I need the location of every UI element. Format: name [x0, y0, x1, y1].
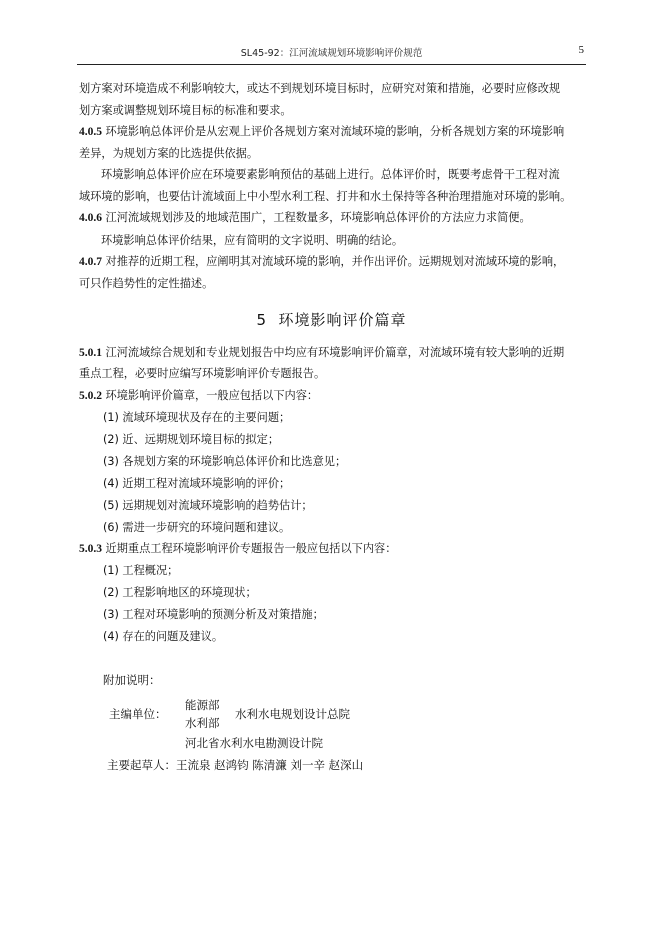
- list-item: (4) 近期工程对流域环境影响的评价；: [103, 477, 291, 490]
- paragraph-line: 环境影响总体评价应在环境要素影响预估的基础上进行。总体评价时，既要考虑骨干工程对流: [101, 168, 560, 181]
- list-item: (4) 存在的问题及建议。: [103, 630, 224, 643]
- clause-number: 4.0.7: [79, 256, 102, 268]
- page-header: [77, 42, 586, 65]
- paragraph-line: 可只作趋势性的定性描述。: [79, 277, 214, 290]
- list-item: (1) 工程概况；: [103, 564, 179, 577]
- list-item: (2) 工程影响地区的环境现状；: [103, 586, 257, 599]
- clause-text: 江河流域综合规划和专业规划报告中均应有环境影响评价篇章，对流域环境有较大影响的近期: [102, 346, 565, 359]
- clause-5-0-2: [79, 389, 587, 403]
- paragraph-line: 重点工程，必要时应编写环境影响评价专题报告。: [79, 367, 326, 380]
- paragraph-line: 划方案或调整规划环境目标的标准和要求。: [79, 104, 292, 117]
- editor-label: 主编单位：: [109, 707, 167, 721]
- clause-text: 对推荐的近期工程，应阐明其对流域环境的影响，并作出评价。远期规划对流域环境的影响，: [102, 255, 565, 268]
- list-item: (3) 各规划方案的环境影响总体评价和比选意见；: [103, 455, 347, 468]
- clause-text: 江河流域规划涉及的地域范围广，工程数量多，环境影响总体评价的方法应力求简便。: [102, 211, 531, 224]
- clause-4-0-7: [79, 255, 587, 269]
- notes-heading: 附加说明：: [103, 673, 161, 687]
- clause-number: 5.0.3: [79, 543, 102, 555]
- clause-number: 5.0.2: [79, 390, 102, 402]
- clause-number: 5.0.1: [79, 347, 102, 359]
- list-item: (6) 需进一步研究的环境问题和建议。: [103, 521, 291, 534]
- editor-org: 能源部: [185, 698, 220, 712]
- section-title: 环境影响评价篇章: [278, 311, 407, 329]
- list-item: (2) 近、远期规划环境目标的拟定；: [103, 433, 280, 446]
- header-title: SL45-92：江河流域规划环境影响评价规范: [240, 48, 423, 59]
- paragraph-line: 差异，为规划方案的比选提供依据。: [79, 147, 259, 160]
- list-item: (3) 工程对环境影响的预测分析及对策措施；: [103, 608, 324, 621]
- section-heading: [0, 309, 663, 330]
- paragraph-line: 域环境的影响，也要估计流域面上中小型水利工程、打井和水土保持等各种治理措施对环境的影响。: [79, 190, 572, 203]
- editor-org: 河北省水利水电勘测设计院: [185, 736, 323, 750]
- clause-5-0-3: [79, 542, 587, 556]
- clause-4-0-5: [79, 125, 587, 139]
- clause-4-0-6: [79, 211, 587, 225]
- paragraph-line: 环境影响总体评价结果，应有简明的文字说明、明确的结论。: [101, 234, 404, 247]
- drafters: 主要起草人：王流泉 赵鸿钧 陈清濂 刘一辛 赵深山: [107, 758, 364, 772]
- clause-5-0-1: [79, 346, 587, 360]
- clause-text: 近期重点工程环境影响评价专题报告一般应包括以下内容：: [102, 542, 397, 555]
- clause-text: 环境影响总体评价是从宏观上评价各规划方案对流域环境的影响，分析各规划方案的环境影响: [102, 125, 565, 138]
- clause-number: 4.0.5: [79, 126, 102, 138]
- clause-number: 4.0.6: [79, 212, 102, 224]
- list-item: (1) 流域环境现状及存在的主要问题；: [103, 411, 291, 424]
- editor-org: 水利部: [185, 716, 220, 730]
- clause-text: 环境影响评价篇章，一般应包括以下内容：: [102, 389, 319, 402]
- page-number: 5: [578, 44, 584, 56]
- editor-org-main: 水利水电规划设计总院: [235, 707, 350, 721]
- section-number: 5: [256, 311, 267, 329]
- paragraph-line: 划方案对环境造成不利影响较大，或达不到规划环境目标时，应研究对策和措施，必要时应修改规: [79, 82, 561, 95]
- list-item: (5) 远期规划对流域环境影响的趋势估计；: [103, 499, 313, 512]
